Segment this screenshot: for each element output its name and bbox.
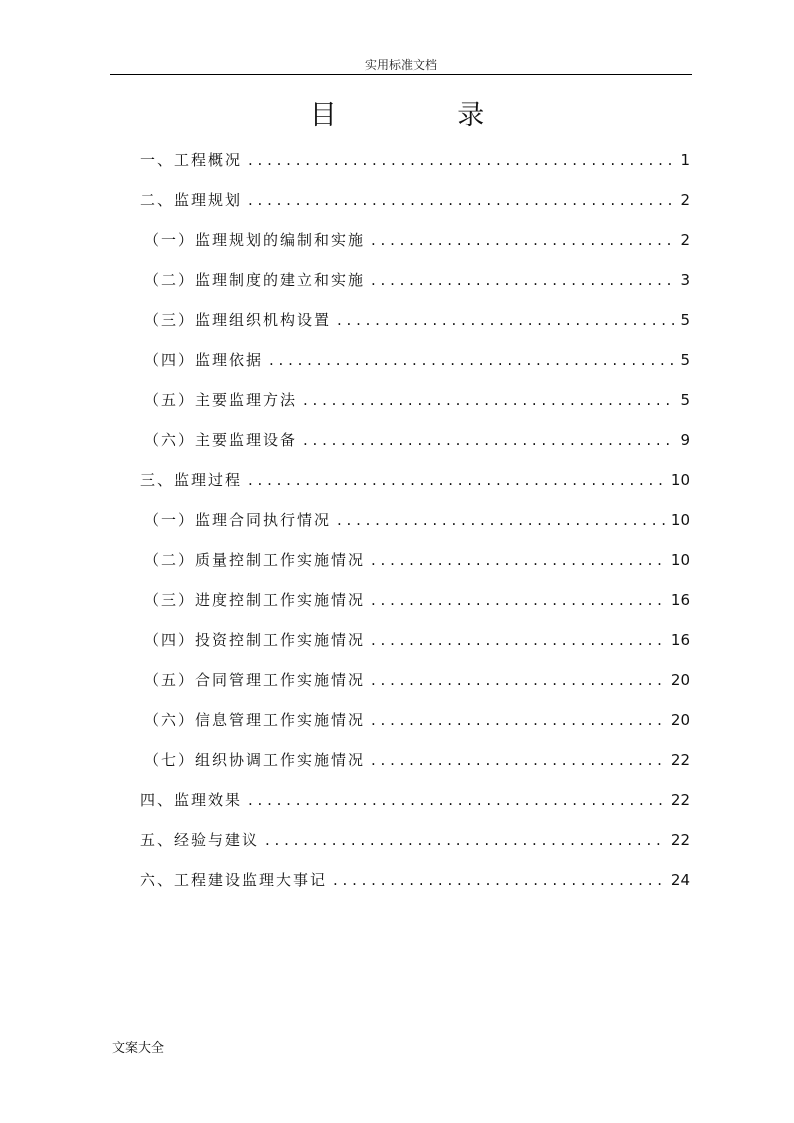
toc-page-number: 1 (680, 151, 690, 169)
toc-entry[interactable] (140, 668, 690, 708)
toc-entry-label: （七）组织协调工作实施情况 (144, 751, 366, 769)
toc-entry[interactable] (140, 708, 690, 748)
toc-page-number: 22 (670, 751, 690, 769)
toc-entry[interactable] (140, 388, 690, 428)
toc-entry[interactable] (140, 188, 690, 228)
toc-entry-label: （六）主要监理设备 (144, 431, 298, 449)
table-of-contents (140, 148, 690, 908)
toc-page-number: 16 (670, 631, 690, 649)
toc-page-number: 5 (680, 391, 690, 409)
toc-page-number: 22 (670, 831, 690, 849)
toc-page-number: 20 (670, 711, 690, 729)
toc-entry[interactable] (140, 788, 690, 828)
toc-entry-label: （二）监理制度的建立和实施 (144, 271, 366, 289)
toc-entry[interactable] (140, 148, 690, 188)
toc-entry-label: 六、工程建设监理大事记 (140, 871, 328, 889)
toc-page-number: 9 (680, 431, 690, 449)
toc-page-number: 2 (680, 231, 690, 249)
toc-page-number: 10 (670, 551, 690, 569)
dot-leader (371, 548, 667, 572)
toc-entry[interactable] (140, 468, 690, 508)
toc-page-number: 5 (680, 311, 690, 329)
dot-leader (371, 708, 667, 732)
toc-page-number: 20 (670, 671, 690, 689)
toc-entry[interactable] (140, 828, 690, 868)
dot-leader (371, 228, 676, 252)
dot-leader (371, 748, 667, 772)
toc-page-number: 22 (670, 791, 690, 809)
toc-page-number: 16 (670, 591, 690, 609)
toc-page-number: 10 (670, 471, 690, 489)
toc-entry[interactable] (140, 348, 690, 388)
toc-entry[interactable] (140, 748, 690, 788)
toc-entry-label: （六）信息管理工作实施情况 (144, 711, 366, 729)
dot-leader (265, 828, 667, 852)
toc-page-number: 2 (680, 191, 690, 209)
dot-leader (303, 388, 676, 412)
toc-entry[interactable] (140, 508, 690, 548)
toc-entry-label: （二）质量控制工作实施情况 (144, 551, 366, 569)
dot-leader (371, 668, 667, 692)
dot-leader (248, 148, 676, 172)
page-header: 实用标准文档 (110, 56, 692, 75)
toc-entry[interactable] (140, 428, 690, 468)
toc-entry-label: （四）投资控制工作实施情况 (144, 631, 366, 649)
toc-entry-label: 四、监理效果 (140, 791, 243, 809)
toc-entry[interactable] (140, 588, 690, 628)
toc-entry-label: 二、监理规划 (140, 191, 243, 209)
toc-entry-label: （一）监理规划的编制和实施 (144, 231, 366, 249)
toc-entry-label: 五、经验与建议 (140, 831, 260, 849)
dot-leader (248, 788, 667, 812)
dot-leader (371, 628, 667, 652)
dot-leader (337, 308, 676, 332)
toc-entry-label: （五）合同管理工作实施情况 (144, 671, 366, 689)
toc-entry-label: （三）进度控制工作实施情况 (144, 591, 366, 609)
toc-entry[interactable] (140, 268, 690, 308)
toc-page-number: 10 (670, 511, 690, 529)
dot-leader (333, 868, 667, 892)
dot-leader (269, 348, 676, 372)
dot-leader (337, 508, 667, 532)
toc-page-number: 24 (670, 871, 690, 889)
page-footer: 文案大全 (112, 1041, 165, 1056)
toc-page-number: 5 (680, 351, 690, 369)
toc-entry-label: 三、监理过程 (140, 471, 243, 489)
dot-leader (248, 468, 667, 492)
toc-entry[interactable] (140, 308, 690, 348)
page-title: 目 录 (309, 100, 541, 131)
dot-leader (248, 188, 676, 212)
toc-entry[interactable] (140, 628, 690, 668)
toc-entry-label: （四）监理依据 (144, 351, 264, 369)
toc-entry[interactable] (140, 228, 690, 268)
toc-entry-label: （一）监理合同执行情况 (144, 511, 332, 529)
toc-page-number: 3 (680, 271, 690, 289)
toc-entry-label: （三）监理组织机构设置 (144, 311, 332, 329)
toc-entry-label: （五）主要监理方法 (144, 391, 298, 409)
toc-entry[interactable] (140, 868, 690, 908)
dot-leader (371, 588, 667, 612)
dot-leader (303, 428, 676, 452)
toc-entry-label: 一、工程概况 (140, 151, 243, 169)
dot-leader (371, 268, 676, 292)
toc-entry[interactable] (140, 548, 690, 588)
